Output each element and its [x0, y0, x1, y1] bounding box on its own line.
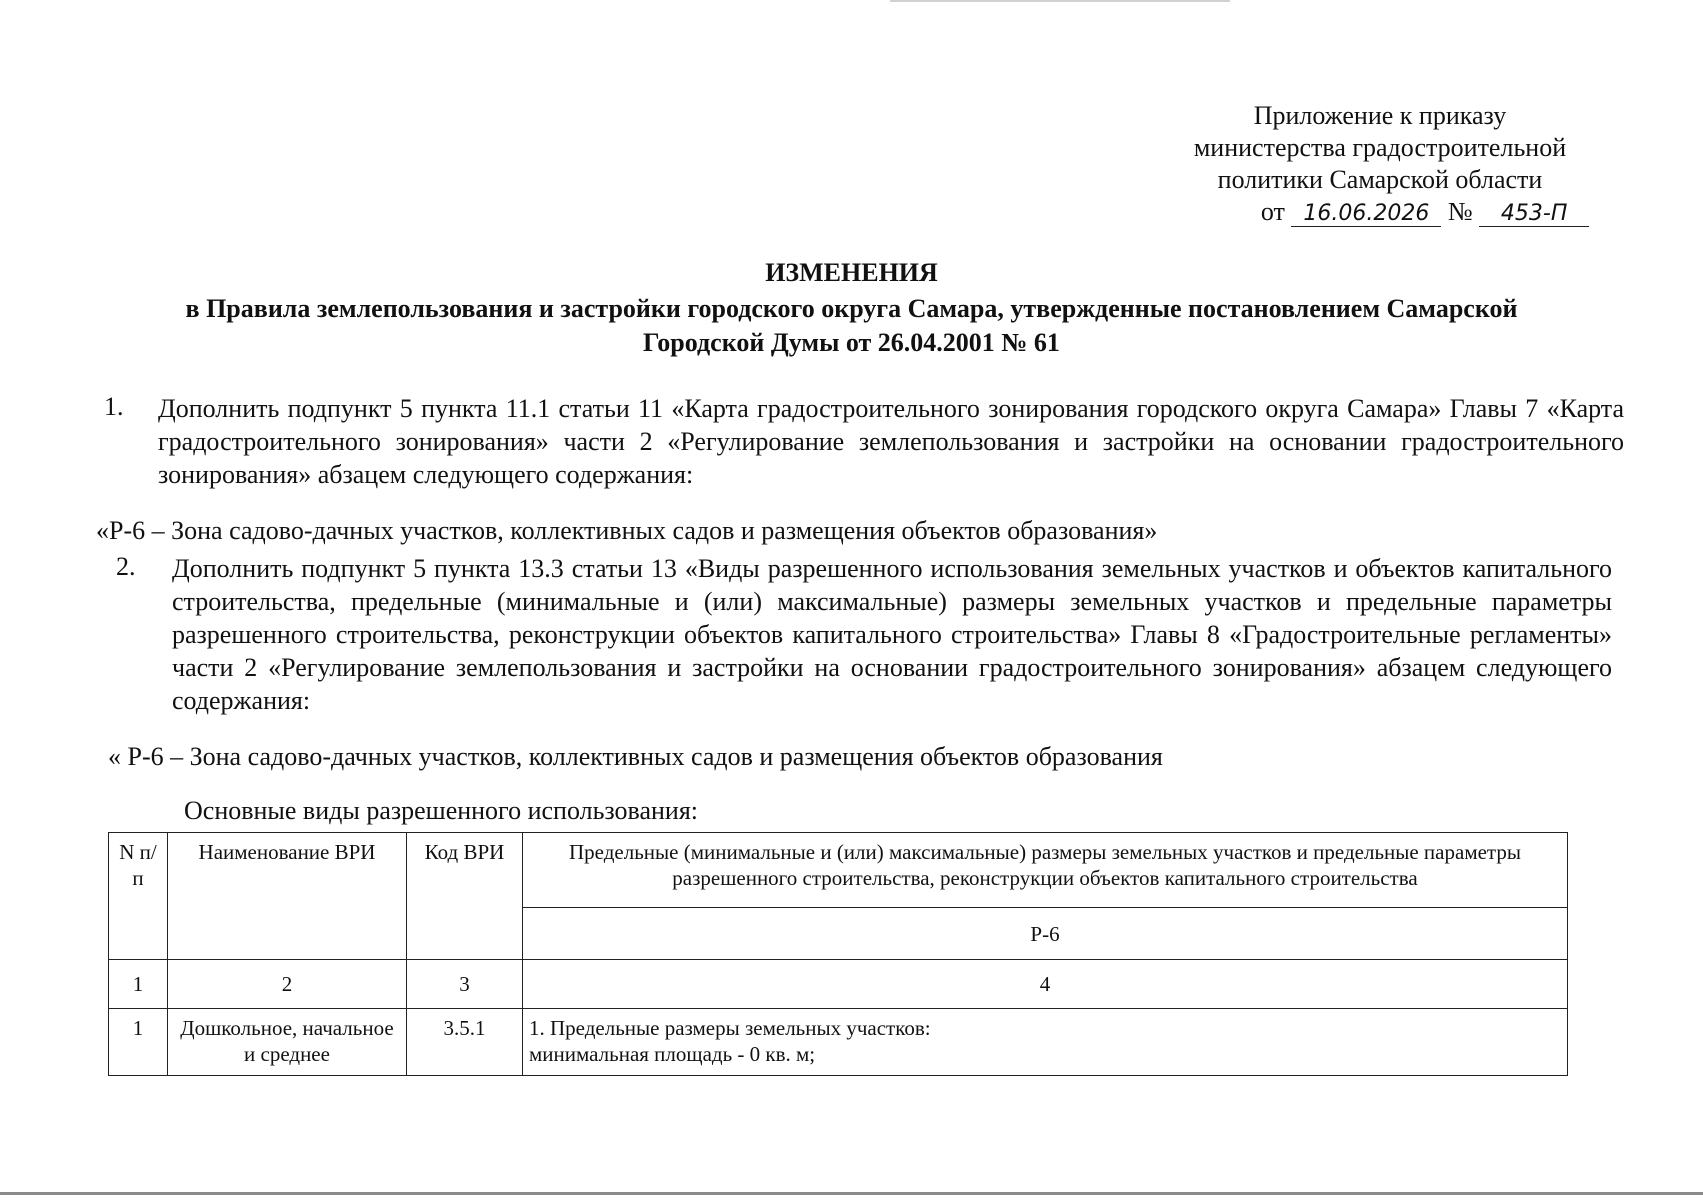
table-caption: Основные виды разрешенного использования: [184, 796, 699, 825]
appendix-line-3: политики Самарской области [1217, 165, 1543, 194]
row-params-line-2: минимальная площадь - 0 кв. м; [529, 1042, 816, 1066]
handwritten-number: 453-П [1479, 202, 1589, 227]
header-zone: Р-6 [523, 908, 1568, 960]
document-subtitle-line-2: Городской Думы от 26.04.2001 № 61 [643, 328, 1060, 357]
item-1-text: Дополнить подпункт 5 пункта 11.1 статьи 11 «Карта градостроительного зонирования городского округа Самара» Главы 7 «Карта градостроительного зонирования» части 2 «Регулирование землепользования и застройки на основании градостроительного зонирования» абзацем следующего содержания: [158, 394, 1624, 489]
table-header-row [109, 833, 1568, 908]
from-label: от [1260, 197, 1285, 226]
item-2-text: Дополнить подпункт 5 пункта 13.3 статьи 13 «Виды разрешенного использования земельных участков и объектов капитального строительства, предельные (минимальные и (или) максимальные) размеры земельных участков и предельные параметры разрешенного строительства, реконструкции объектов капитального строительства» Главы 8 «Градостроительные регламенты» части 2 «Регулирование землепользования и застройки на основании градостроительного зонирования» абзацем следующего содержания: [172, 554, 1612, 715]
appendix-date-line [1100, 196, 1660, 228]
table-index-row [109, 960, 1568, 1009]
appendix-line-2: министерства градостроительной [1193, 133, 1567, 162]
row-code: 3.5.1 [407, 1009, 523, 1076]
index-cell-3: 3 [407, 960, 523, 1009]
header-number: N п/п [109, 833, 168, 960]
quote-zone-2: « Р-6 – Зона садово-дачных участков, коллективных садов и размещения объектов образования [108, 742, 1163, 771]
index-cell-1: 1 [109, 960, 168, 1009]
header-code: Код ВРИ [407, 833, 523, 960]
item-2-number: 2. [116, 552, 136, 581]
index-cell-2: 2 [168, 960, 407, 1009]
index-cell-4: 4 [523, 960, 1568, 1009]
row-name: Дошкольное, начальное и среднее [168, 1009, 407, 1076]
header-name: Наименование ВРИ [168, 833, 407, 960]
row-number: 1 [109, 1009, 168, 1076]
row-params-line-1: 1. Предельные размеры земельных участков: [529, 1016, 931, 1040]
handwritten-date: 16.06.2026 [1291, 202, 1441, 227]
appendix-line-1: Приложение к приказу [1253, 101, 1507, 130]
document-title: ИЗМЕНЕНИЯ [765, 258, 938, 287]
scan-artifact-bottom [0, 1192, 1703, 1195]
appendix-block [1100, 100, 1660, 228]
row-params [523, 1009, 1568, 1076]
header-params: Предельные (минимальные и (или) максимальные) размеры земельных участков и предельные параметры разрешенного строительства, реконструкции объектов капитального строительства [523, 833, 1568, 908]
item-1-number: 1. [104, 392, 124, 421]
table-row [109, 1009, 1568, 1076]
number-label: № [1447, 197, 1473, 226]
quote-zone-1: «Р-6 – Зона садово-дачных участков, коллективных садов и размещения объектов образования» [96, 516, 1158, 545]
vri-table [108, 832, 1568, 1076]
scan-artifact-top [890, 0, 1230, 2]
document-subtitle-line-1: в Правила землепользования и застройки городского округа Самара, утвержденные постановлением Самарской [185, 294, 1518, 323]
